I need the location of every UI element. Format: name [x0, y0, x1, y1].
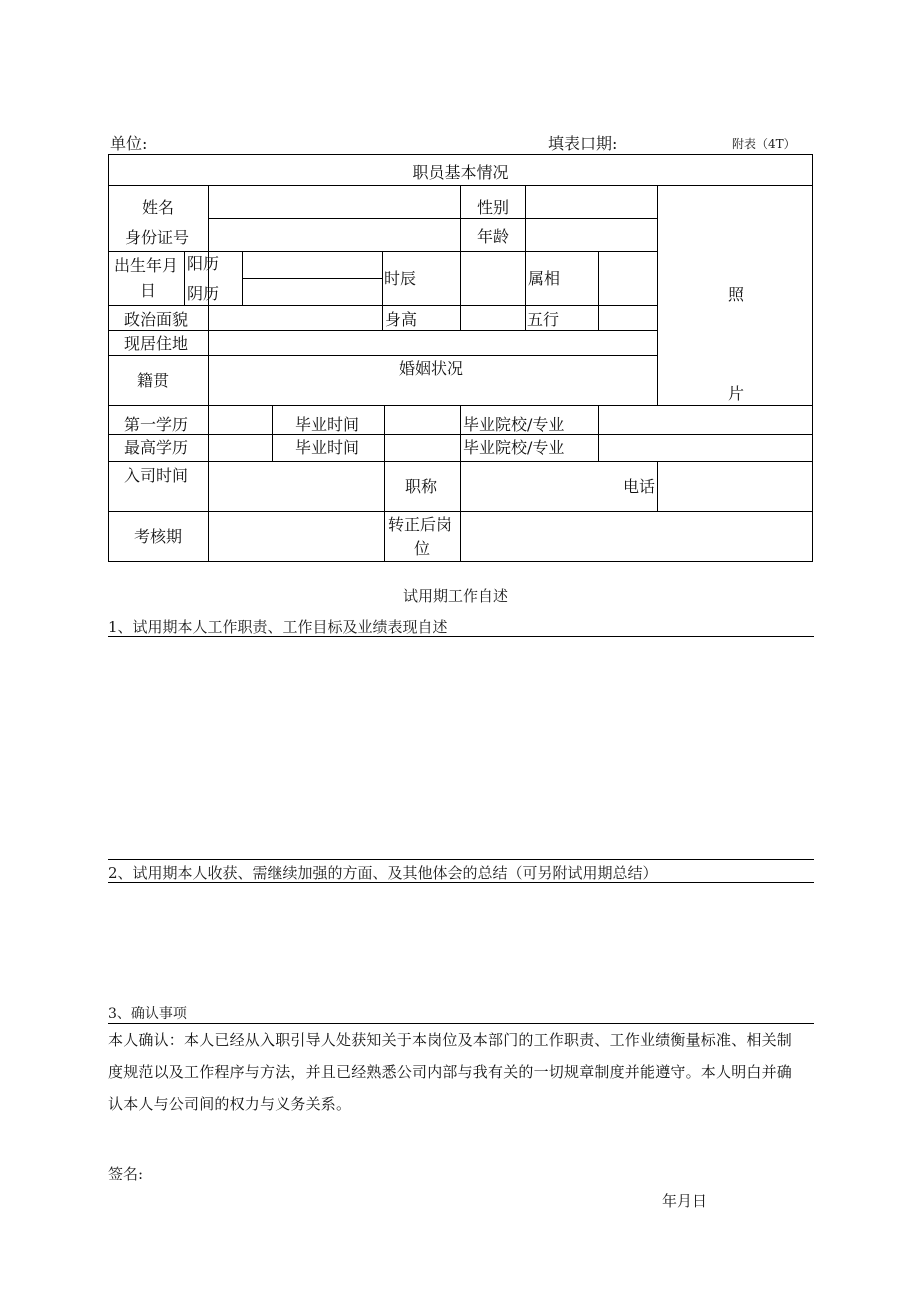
age-label: 年龄	[477, 227, 510, 246]
confirmation-line-3: 认本人与公司间的权力与义务关系。	[108, 1095, 352, 1113]
signature-date-label: 年月日	[662, 1192, 708, 1210]
native-place-label: 籍贯	[137, 371, 170, 390]
section-1-rule	[108, 636, 814, 637]
join-date-label: 入司时间	[124, 466, 189, 485]
section-2-heading: 2、试用期本人收获、需继续加强的方面、及其他体会的总结（可另附试用期总结）	[108, 864, 658, 882]
political-status-label: 政治面貌	[124, 310, 189, 329]
section-3-heading: 3、确认事项	[108, 1006, 187, 1022]
graduation-time-label-2: 毕业时间	[295, 438, 360, 457]
title-rank-label: 职称	[405, 477, 438, 496]
unit-label: 单位:	[110, 134, 148, 153]
confirmation-line-2: 度规范以及工作程序与方法，并且已经熟悉公司内部与我有关的一切规章制度并能遵守。本人明白并确	[108, 1063, 793, 1081]
id-number-label: 身份证号	[125, 228, 190, 247]
current-address-label: 现居住地	[124, 334, 189, 353]
fill-date-label: 填表口期:	[548, 134, 618, 153]
marital-status-label: 婚姻状况	[399, 359, 464, 378]
phone-label: 电话	[623, 477, 656, 496]
self-review-title: 试用期工作自述	[403, 587, 509, 605]
appendix-label: 附表（4T）	[732, 137, 796, 151]
confirmation-line-1: 本人确认：本人已经从入职引导人处获知关于本岗位及本部门的工作职责、工作业绩衡量标准、相关制	[108, 1031, 793, 1049]
post-after-label-2: 位	[414, 539, 431, 558]
birth-hour-label: 时辰	[384, 269, 417, 288]
birth-date-label-2: 日	[140, 281, 157, 300]
school-major-label: 毕业院校/专业	[463, 415, 565, 434]
lunar-calendar-label: 阴历	[187, 284, 220, 303]
name-label: 姓名	[142, 198, 175, 217]
height-label: 身高	[385, 310, 418, 329]
confirmation-text	[108, 1024, 814, 1120]
graduation-time-label: 毕业时间	[295, 415, 360, 434]
five-elements-label: 五行	[527, 310, 560, 329]
gender-label: 性别	[477, 198, 510, 217]
zodiac-label: 属相	[528, 269, 561, 288]
birth-date-label: 出生年月	[114, 256, 179, 275]
section-2-top-rule	[108, 859, 814, 860]
post-after-label: 转正后岗	[388, 515, 453, 534]
section-2-rule	[108, 882, 814, 883]
solar-calendar-label: 阳历	[187, 254, 220, 273]
form-title: 职员基本情况	[412, 163, 509, 182]
signature-label: 签名:	[108, 1165, 144, 1183]
photo-label-2: 片	[728, 384, 745, 403]
photo-label: 照	[728, 285, 745, 304]
first-degree-label: 第一学历	[124, 415, 189, 434]
assessment-period-label: 考核期	[134, 527, 183, 546]
section-1-heading: 1、试用期本人工作职责、工作目标及业绩表现自述	[108, 618, 448, 636]
school-major-label-2: 毕业院校/专业	[463, 438, 565, 457]
highest-degree-label: 最高学历	[124, 438, 189, 457]
